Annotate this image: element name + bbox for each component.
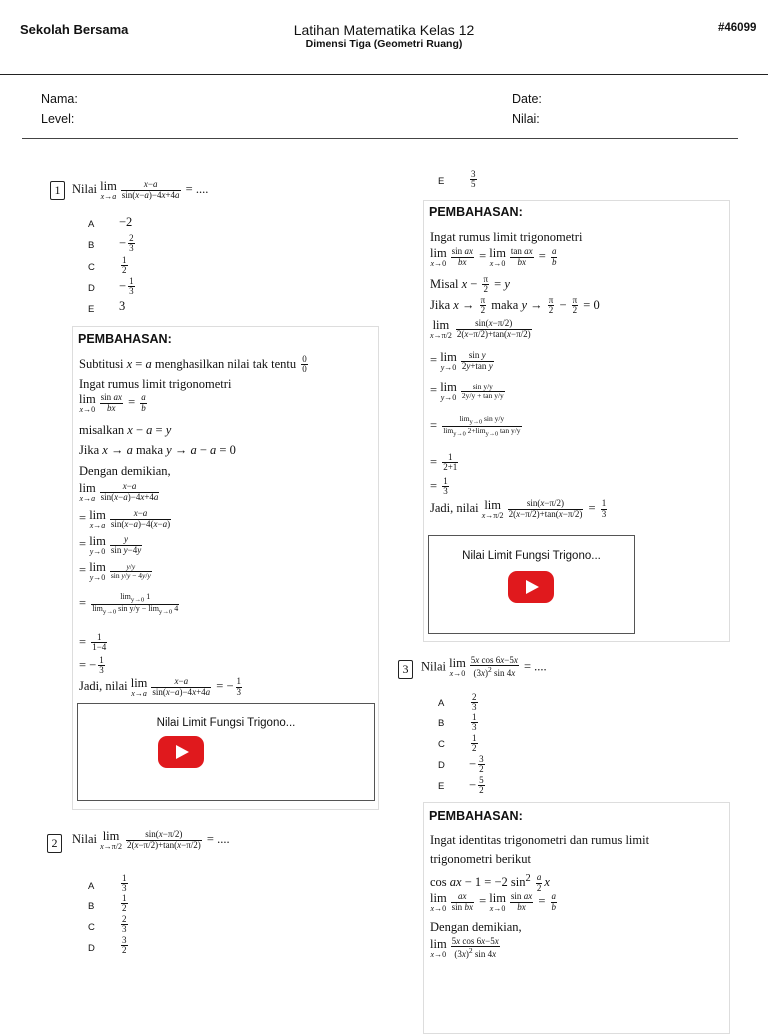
formula-line: = $\frac{1}{3}$ [430, 476, 448, 497]
formula-line: = lim y→0 $\frac{y/y}{\text{sin y/y − 4y/y}}$ [79, 560, 151, 582]
discussion-title: PEMBAHASAN: [429, 809, 523, 823]
discussion-line: Subtitusi x = a menghasilkan nilai tak tentu $\frac{0}{0}$ [79, 354, 307, 375]
q3-option-e-value[interactable]: − $\frac{5}{2}$ [469, 775, 484, 796]
youtube-play-icon[interactable] [158, 736, 204, 768]
discussion-box-2 [423, 200, 730, 642]
question-2-tail: = .... [206, 832, 230, 847]
formula-line: = − $\frac{1}{3}$ [79, 655, 104, 676]
question-number-2: 2 [47, 834, 62, 853]
q2-option-c-value[interactable]: $\frac{2}{3}$ [122, 914, 127, 935]
q1-option-e-value[interactable]: 3 [119, 299, 126, 313]
question-1-prompt: Nilai [72, 182, 97, 197]
discussion-line: Ingat rumus limit trigonometri [79, 377, 232, 391]
formula-line: = $\frac{1}{1-4}$ [79, 632, 107, 653]
q1-option-b-value[interactable]: − $\frac{2}{3}$ [119, 233, 134, 254]
discussion-line: Misal x − $\frac{\pi}{2}$ = y [430, 274, 510, 295]
name-label: Nama: [41, 92, 78, 106]
q3-option-letter[interactable]: D [438, 760, 445, 771]
page-header [0, 0, 768, 75]
formula-line: lim x→a $\frac{x-a}{\sin(x-a)-4x+4a}$ [79, 481, 159, 503]
q1-option-letter[interactable]: E [88, 304, 95, 315]
q2-option-e-value[interactable]: $\frac{3}{5}$ [471, 169, 476, 190]
question-number-3: 3 [398, 660, 413, 679]
discussion-title: PEMBAHASAN: [429, 205, 523, 219]
discussion-line: misalkan x − a = y [79, 423, 172, 437]
date-label: Date: [512, 92, 542, 106]
worksheet-code: #46099 [718, 22, 757, 34]
q1-option-a-value[interactable]: −2 [119, 215, 133, 229]
q2-option-a-value[interactable]: $\frac{1}{3}$ [122, 873, 127, 894]
q3-option-letter[interactable]: B [438, 718, 445, 729]
q2-option-letter[interactable]: B [88, 901, 95, 912]
q1-option-c-value[interactable]: $\frac{1}{2}$ [122, 255, 127, 276]
question-2-prompt: Nilai [72, 832, 97, 847]
q2-option-letter[interactable]: C [88, 922, 95, 933]
q3-option-d-value[interactable]: − $\frac{3}{2}$ [469, 754, 484, 775]
q3-option-letter[interactable]: E [438, 781, 445, 792]
q1-option-letter[interactable]: A [88, 219, 95, 230]
question-2-text: Nilai lim x→π/2 $\frac{\sin(x-\pi/2)}{2(x-\pi/2)+\tan(x-\pi/2)}$ = .... [72, 829, 230, 851]
discussion-box-1 [72, 326, 379, 810]
video-embed-1[interactable] [77, 703, 375, 801]
formula-line: = lim y→0 $\frac{\text{sin y}}{\text{2y+tan y}}$ [430, 350, 493, 372]
question-1-text [72, 180, 208, 201]
discussion-box-3 [423, 802, 730, 1034]
question-3-prompt: Nilai [421, 659, 446, 674]
score-label: Nilai: [512, 112, 540, 126]
discussion-line: Ingat rumus limit trigonometri [430, 230, 583, 244]
formula-line: = lim y→0 $\frac{\text{sin y/y}}{\text{2y/y + tan y/y}}$ [430, 380, 504, 402]
discussion-line: Jika x → a maka y → a − a = 0 [79, 443, 236, 457]
conclusion-label: Jadi, nilai [79, 679, 128, 694]
formula-line: = $\frac{1}{2+1}$ [430, 452, 458, 473]
school-name: Sekolah Bersama [20, 22, 129, 37]
discussion-line: Ingat identitas trigonometri dan rumus limit [430, 833, 650, 847]
youtube-play-icon[interactable] [508, 571, 554, 603]
q3-option-letter[interactable]: C [438, 739, 445, 750]
level-label: Level: [41, 112, 75, 126]
info-divider [22, 138, 738, 139]
q1-option-letter[interactable]: C [88, 262, 95, 273]
discussion-title: PEMBAHASAN: [78, 332, 172, 346]
discussion-line: Jika x → $\frac{\pi}{2}$ maka y → $\frac{\pi}{2}$ − $\frac{\pi}{2}$ = 0 [430, 295, 600, 316]
formula-line: lim x→π/2 $\frac{\sin(x-\pi/2)}{2(x-\pi/2)+\tan(x-\pi/2)}$ [430, 318, 531, 340]
conclusion-label: Jadi, nilai [430, 501, 479, 516]
video-embed-2[interactable] [428, 535, 635, 634]
q3-option-c-value[interactable]: $\frac{1}{2}$ [472, 733, 477, 754]
lim-symbol: lim x→a [100, 179, 117, 201]
question-3-tail: = .... [524, 659, 547, 674]
q2-option-d-value[interactable]: $\frac{3}{2}$ [122, 935, 127, 956]
q2-option-b-value[interactable]: $\frac{1}{2}$ [122, 893, 127, 914]
q1-option-d-value[interactable]: − $\frac{1}{3}$ [119, 276, 134, 297]
conclusion-line: Jadi, nilai lim x→π/2 $\frac{\sin(x-\pi/2)}{2(x-\pi/2)+\tan(x-\pi/2)}$ = $\frac{1}{3}$ [430, 498, 607, 520]
q3-option-b-value[interactable]: $\frac{1}{3}$ [472, 712, 477, 733]
q1-option-letter[interactable]: D [88, 283, 95, 294]
question-3-text: Nilai lim x→0 $\frac{\text{5x cos 6x−5x}}{(3x)^2 \sin 4x}$ = .... [421, 655, 547, 679]
discussion-line: Dengan demikian, [430, 920, 522, 934]
formula-line: = $\frac{\lim_{y\to 0} \sin y/y}{\lim_{y\to 0} 2+\lim_{y\to 0} \tan y/y}$ [430, 414, 521, 438]
question-1-tail: = .... [185, 182, 209, 197]
q1-option-letter[interactable]: B [88, 240, 95, 251]
formula-line: = $\frac{\lim_{y\to 0} 1}{\lim_{y\to 0} \sin y/y - \lim_{y\to 0} 4}$ [79, 592, 179, 616]
conclusion-line: Jadi, nilai lim x→a $\frac{x-a}{\sin(x-a)-4x+4a}$ = − $\frac{1}{3}$ [79, 676, 241, 698]
q1-fraction: $\frac{x-a}{\sin(x-a)-4x+4a}$ [121, 179, 180, 200]
formula-line: lim x→0 $\frac{\text{5x cos 6x−5x}}{(3x)^2 \sin 4x}$ [430, 936, 499, 960]
discussion-line: trigonometri berikut [430, 852, 532, 866]
video-title[interactable]: Nilai Limit Fungsi Trigono... [462, 550, 601, 562]
q2-option-letter[interactable]: E [438, 176, 445, 187]
q2-option-letter[interactable]: A [88, 881, 95, 892]
formula-line: lim x→0 $\frac{ax}{\text{sin bx}}$ = lim x→0 $\frac{\text{sin ax}}{bx}$ = $\frac{a}{b}$ [430, 891, 556, 913]
worksheet-subtitle: Dimensi Tiga (Geometri Ruang) [305, 38, 463, 50]
q2-option-letter[interactable]: D [88, 943, 95, 954]
question-number-1: 1 [50, 181, 65, 200]
formula-line: = lim y→0 $\frac{y}{\text{sin y−4y}}$ [79, 534, 142, 556]
formula-line: cos ax − 1 = −2 $\sin^2$ $\frac{a}{2}$ x [430, 872, 550, 893]
q3-option-a-value[interactable]: $\frac{2}{3}$ [472, 692, 477, 713]
video-title[interactable]: Nilai Limit Fungsi Trigono... [156, 717, 296, 729]
formula-line: = lim x→a $\frac{x-a}{\sin(x-a)-4(x-a)}$ [79, 508, 171, 530]
q3-option-letter[interactable]: A [438, 698, 445, 709]
discussion-line: Dengan demikian, [79, 464, 171, 478]
worksheet-title: Latihan Matematika Kelas 12 [293, 22, 475, 38]
formula-line: lim x→0 $\frac{\text{sin ax}}{bx}$ = lim x→0 $\frac{\text{tan ax}}{bx}$ = $\frac{a}{b}$ [430, 246, 557, 268]
formula-line: lim x→0 $\frac{\text{sin ax}}{bx}$ = $\frac{a}{b}$ [79, 392, 146, 414]
